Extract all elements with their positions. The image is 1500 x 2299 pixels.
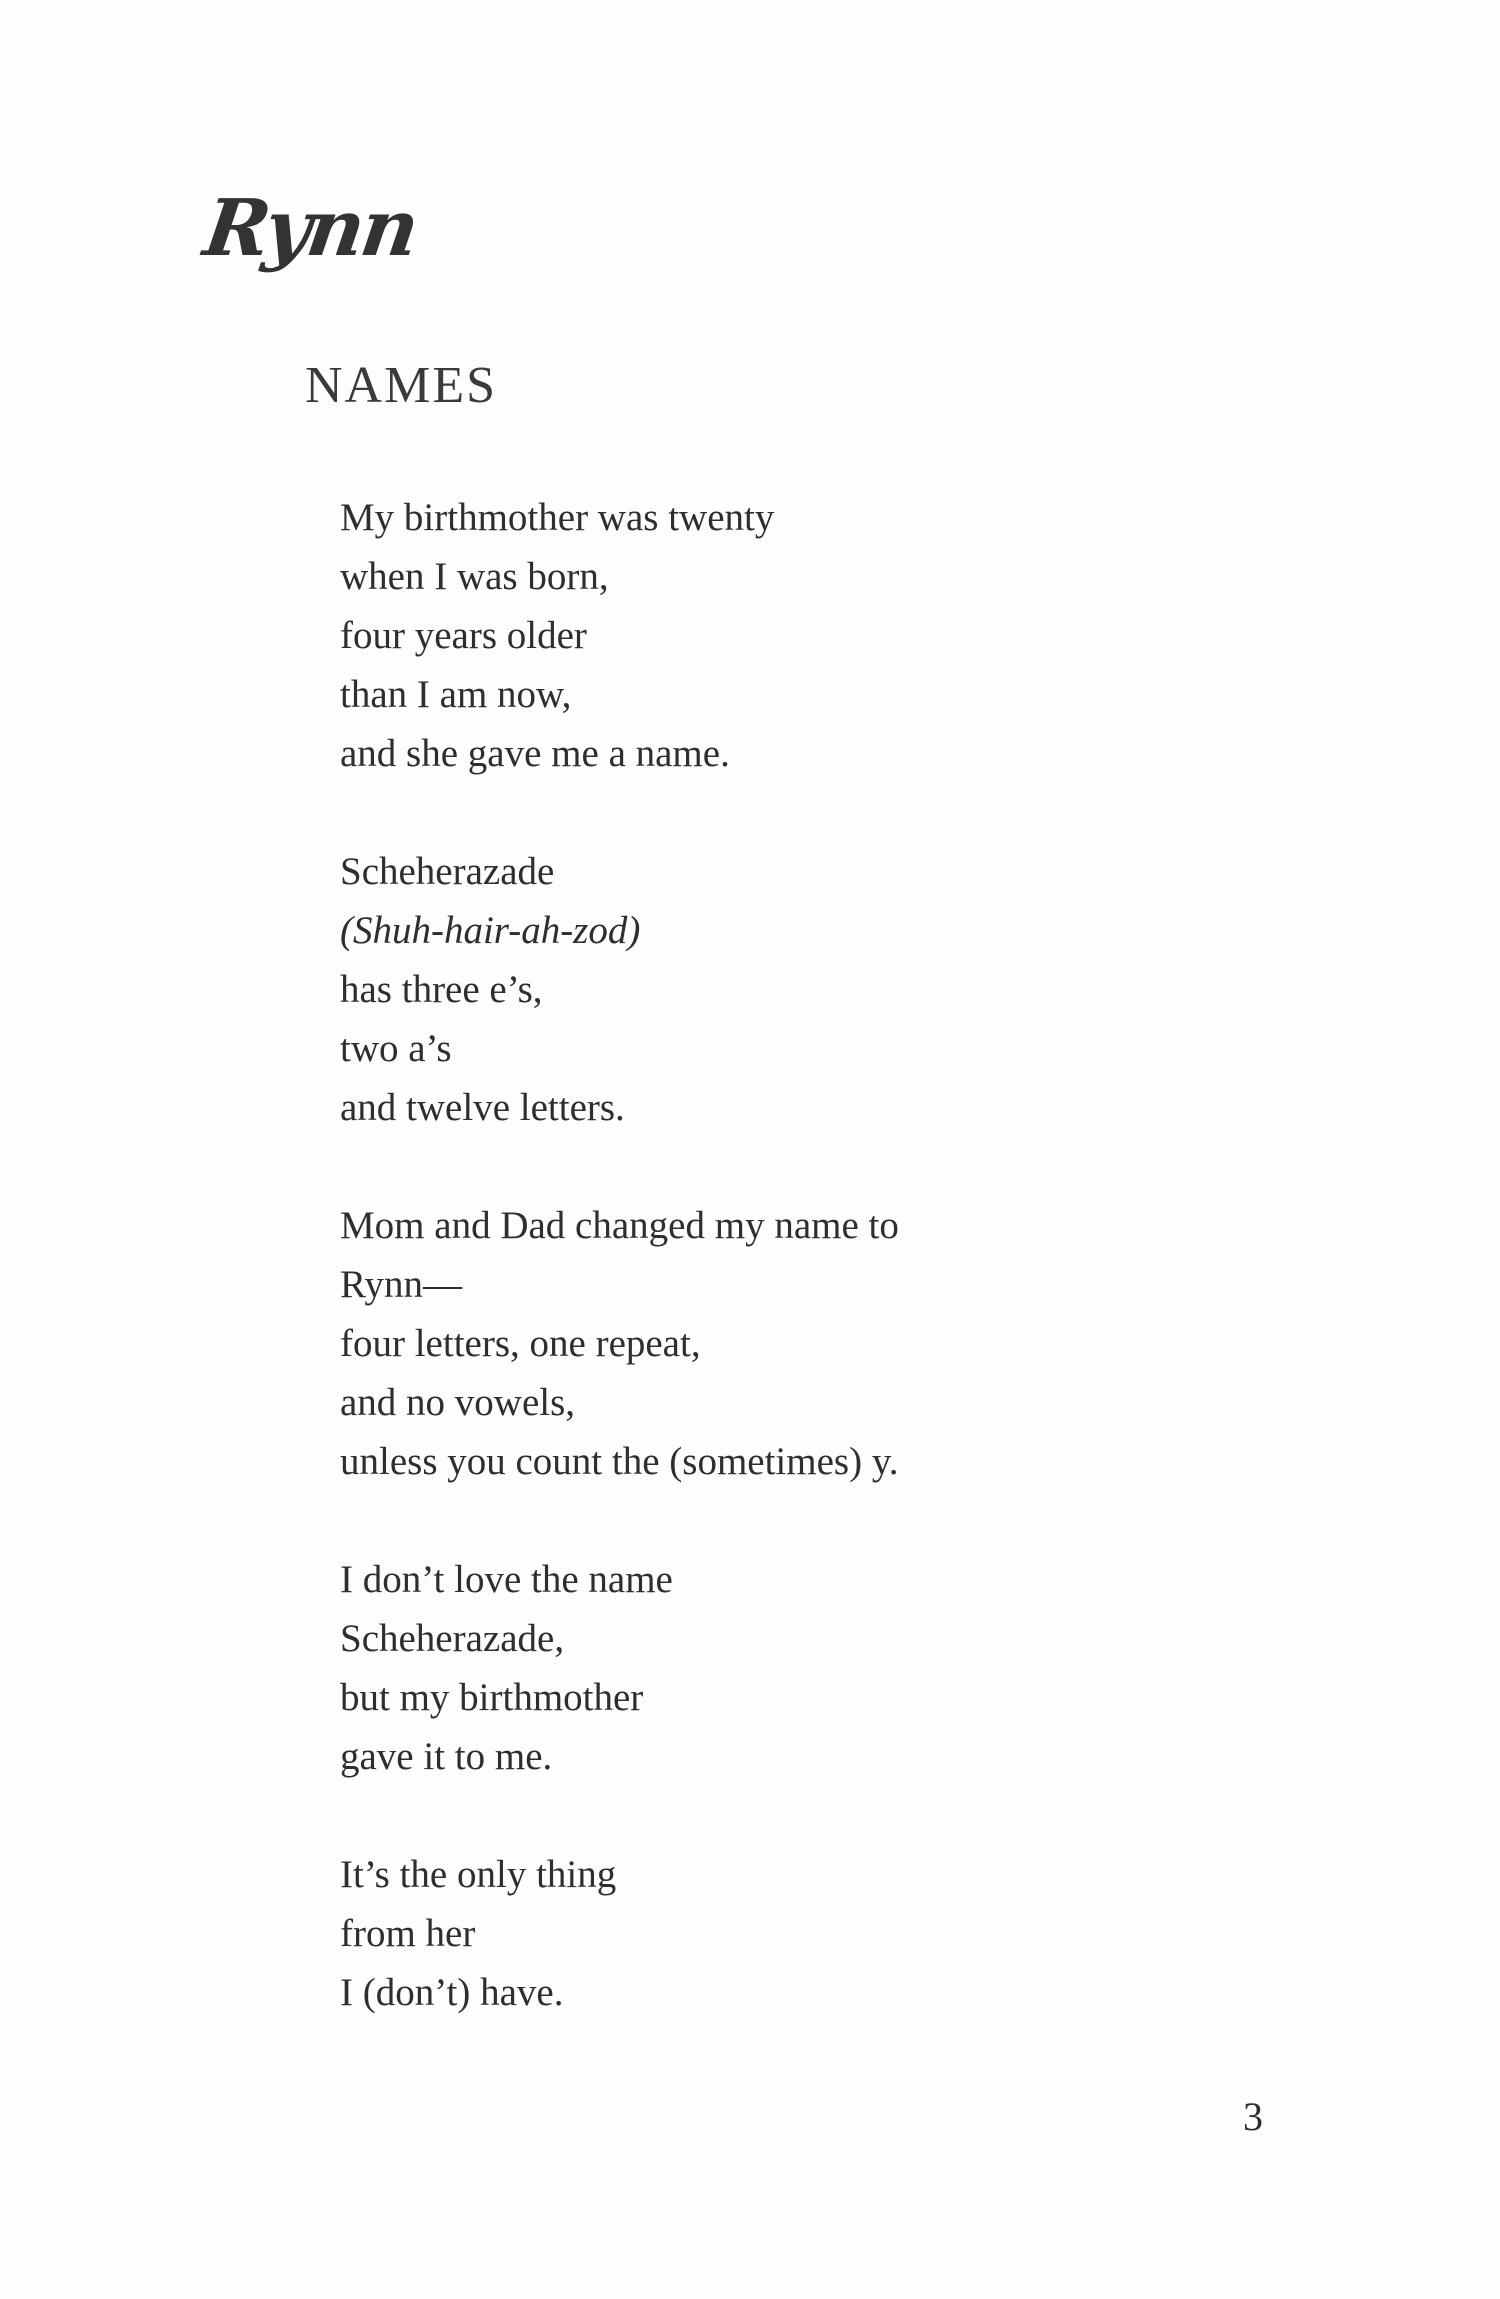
stanza — [340, 1196, 1390, 1491]
poem-line: but my birthmother — [340, 1676, 644, 1719]
poem-line: four letters, one repeat, — [340, 1322, 701, 1365]
stanza — [340, 842, 1390, 1137]
poem-line: Scheherazade — [340, 850, 555, 893]
poem-line: unless you count the (sometimes) y. — [340, 1440, 899, 1483]
poem-line: and she gave me a name. — [340, 732, 730, 775]
poem-line: I don’t love the name — [340, 1558, 673, 1601]
poem-line: two a’s — [340, 1027, 452, 1070]
poem-line: My birthmother was twenty — [340, 496, 775, 539]
poem-line: Rynn— — [340, 1263, 462, 1306]
poem-line: from her — [340, 1912, 476, 1955]
poem-line: Mom and Dad changed my name to — [340, 1204, 899, 1247]
page-number: 3 — [1243, 2094, 1263, 2139]
poem-line: has three e’s, — [340, 968, 543, 1011]
poem-line: It’s the only thing — [340, 1853, 617, 1896]
stanza — [340, 488, 1390, 783]
speaker-name: Rynn — [198, 183, 422, 274]
poem-line: gave it to me. — [340, 1735, 553, 1778]
poem-body — [340, 488, 1390, 2081]
poem-line: four years older — [340, 614, 587, 657]
poem-title: NAMES — [305, 357, 498, 414]
poem-line: and twelve letters. — [340, 1086, 625, 1129]
poem-line: I (don’t) have. — [340, 1971, 564, 2014]
poem-line: (Shuh-hair-ah-zod) — [340, 909, 641, 952]
poem-line: than I am now, — [340, 673, 572, 716]
poem-line: and no vowels, — [340, 1381, 576, 1424]
poem-line: Scheherazade, — [340, 1617, 565, 1660]
stanza — [340, 1550, 1390, 1786]
stanza — [340, 1845, 1390, 2022]
poem-line: when I was born, — [340, 555, 609, 598]
